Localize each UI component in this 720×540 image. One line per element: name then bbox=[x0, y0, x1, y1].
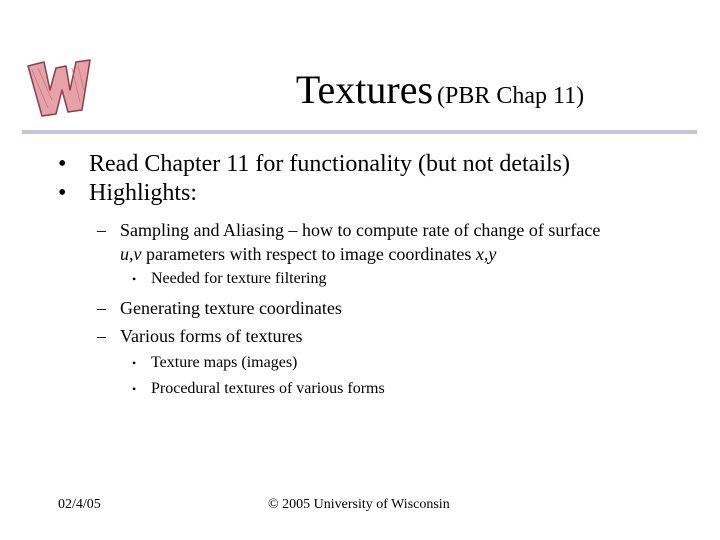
uv-params: u,v bbox=[120, 244, 142, 264]
title-underline bbox=[22, 130, 697, 134]
title-chapter-ref: (PBR Chap 11) bbox=[437, 83, 585, 109]
slide-title bbox=[160, 66, 720, 123]
university-w-logo bbox=[22, 50, 94, 122]
dash-mark: – bbox=[97, 298, 106, 318]
bullet-text: Read Chapter 11 for functionality (but not details) bbox=[89, 151, 570, 177]
xy-coords: x,y bbox=[475, 244, 497, 264]
subbullet-text: Generating texture coordinates bbox=[120, 298, 342, 318]
title-main: Textures bbox=[295, 67, 434, 112]
bullet-mark: • bbox=[58, 151, 67, 177]
subbullet-line1: Sampling and Aliasing – how to compute rate of change of surface bbox=[120, 220, 601, 240]
subbullet-line2 bbox=[120, 242, 496, 266]
subsub-text: Texture maps (images) bbox=[151, 354, 298, 371]
bullet-text: Highlights: bbox=[89, 180, 198, 206]
subbullet-text: Various forms of textures bbox=[120, 326, 303, 346]
subsub-text: Needed for texture filtering bbox=[151, 270, 327, 287]
subsub-text: Procedural textures of various forms bbox=[151, 380, 385, 397]
dash-mark: – bbox=[97, 326, 106, 346]
logo-shape bbox=[28, 60, 90, 116]
footer-copyright: © 2005 University of Wisconsin bbox=[268, 497, 450, 512]
line2-mid: parameters with respect to image coordinates bbox=[141, 244, 476, 264]
footer-date: 02/4/05 bbox=[58, 497, 101, 512]
bullet-mark: • bbox=[58, 180, 67, 206]
bullet-mark: • bbox=[132, 272, 137, 286]
bullet-mark: • bbox=[132, 382, 137, 396]
dash-mark: – bbox=[97, 220, 106, 240]
bullet-mark: • bbox=[132, 356, 137, 370]
